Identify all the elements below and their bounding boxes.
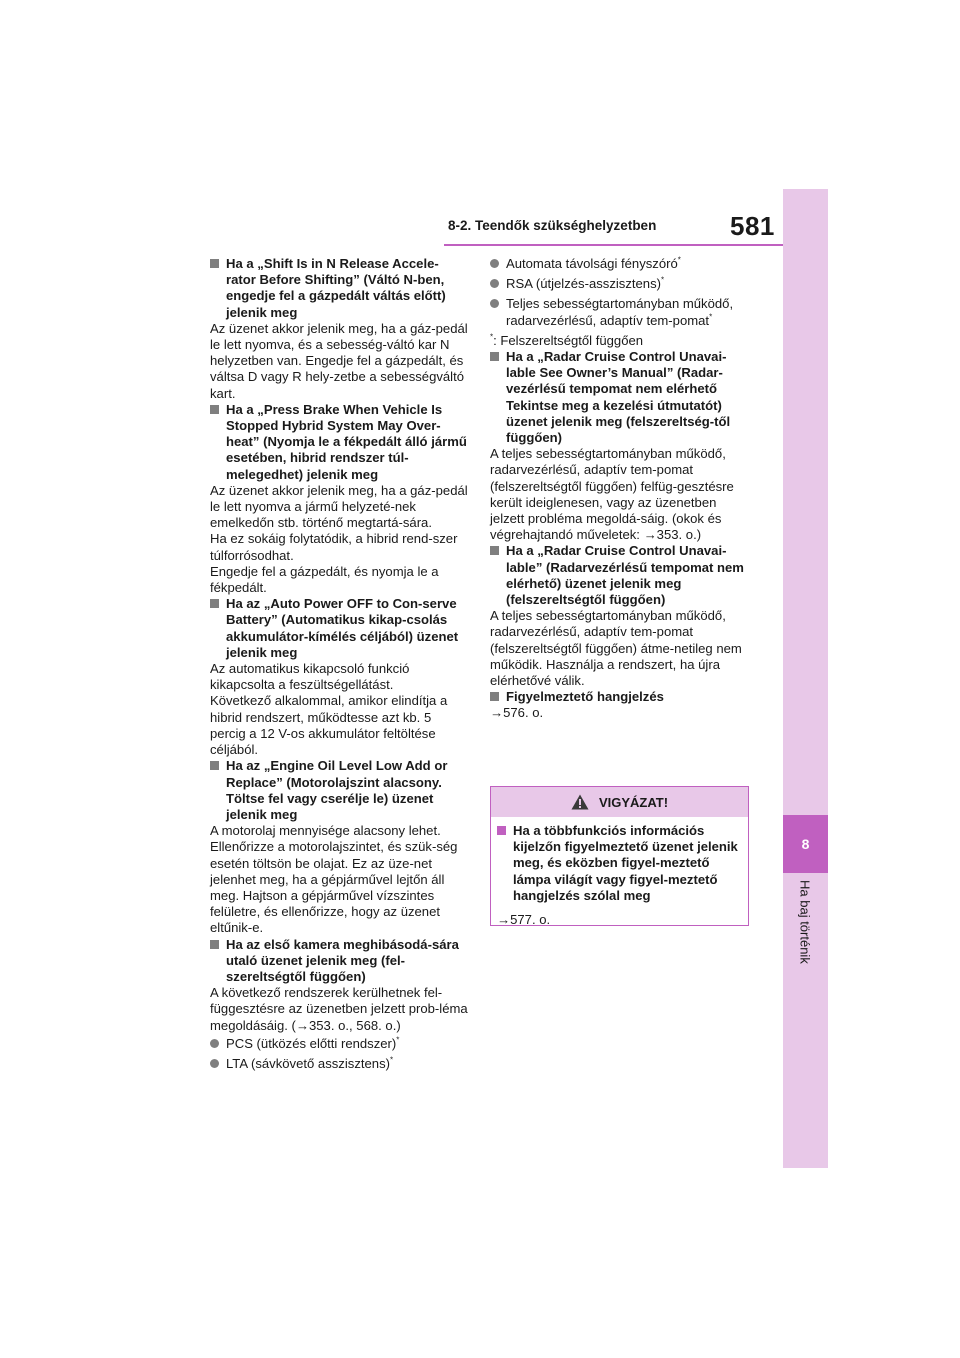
list-item — [490, 296, 752, 328]
caution-title: VIGYÁZAT! — [598, 794, 669, 810]
right-column — [490, 256, 752, 722]
heading-text: Ha a „Radar Cruise Control Unavai-lable See Owner’s Manual” (Radar-vezérlésű tempomat nem elérhető Tekintse meg a kezelési útmutatót) üzenet jelenik meg (felszereltség-től függően) — [506, 349, 731, 446]
footnote-mark: * — [396, 1035, 400, 1045]
heading-press-brake — [210, 402, 468, 483]
warning-triangle-icon — [571, 794, 589, 810]
heading-text: Ha a többfunkciós információs kijelzőn figyelmeztető üzenet jelenik meg, és eközben figyel-meztető lámpa világít vagy figyel-meztető hangjelzés szólal meg — [513, 823, 738, 903]
round-bullet-icon — [210, 1059, 219, 1068]
list-item-text: PCS (ütközés előtti rendszer) — [226, 1035, 397, 1051]
square-bullet-icon — [210, 599, 219, 608]
round-bullet-icon — [490, 279, 499, 288]
heading-radar-cruise-manual — [490, 349, 752, 446]
round-bullet-icon — [490, 259, 499, 268]
heading-radar-cruise-unavailable — [490, 543, 752, 608]
heading-text: Ha a „Shift Is in N Release Accele-rator Before Shifting” (Váltó N-ben, engedje fel a gázpedált váltás előtt) jelenik meg — [226, 256, 446, 320]
caution-heading — [497, 823, 740, 904]
paragraph: A teljes sebességtartományban működő, radarvezérlésű, adaptív tem-pomat (felszereltségtől függően) felfüg-gesztésre került ideiglenesen, vagy az üzenetben jelzett probléma megoldá-sáig. (okok és végrehajtandó műveletek: →353. o.) — [490, 446, 734, 543]
paragraph: A következő rendszerek kerülhetnek fel-függesztésre az üzenetben jelzett prob-léma megoldásáig. (→353. o., 568. o.) — [210, 985, 468, 1033]
paragraph: Következő alkalommal, amikor elindítja a hibrid rendszert, működtesse azt kb. 5 percig a 12 V-os akkumulátor feltöltése céljából. — [210, 693, 448, 758]
heading-shift-n — [210, 256, 468, 321]
heading-text: Ha az „Engine Oil Level Low Add or Replace” (Motorolajszint alacsony. Töltse fel vagy cserélje le) üzenet jelenik meg — [226, 758, 448, 822]
heading-warning-buzzer — [490, 689, 752, 705]
heading-text: Ha az „Auto Power OFF to Con-serve Battery” (Automatikus kikap-csolás akkumulátor-kímélés céljából) üzenet jelenik meg — [226, 596, 459, 660]
caution-body — [491, 817, 748, 928]
list-item — [490, 256, 752, 272]
paragraph: A motorolaj mennyisége alacsony lehet. Ellenőrizze a motorolajszintet, és szük-ség esetén töltsön be olajat. Ez az üze-net jelenhet meg, ha a gépjárművel lejtőn áll meg. Hajtson a gépjárművel vízszintes felületre, és ellenőrizze, hogy az üzenet eltűnik-e. — [210, 823, 458, 936]
footnote-mark: * — [490, 332, 494, 342]
section-title: 8-2. Teendők szükséghelyzetben — [448, 218, 657, 233]
heading-front-camera — [210, 937, 468, 986]
heading-text: Ha az első kamera meghibásodá-sára utaló üzenet jelenik meg (fel-szereltségtől függően) — [226, 936, 459, 984]
header-rule — [444, 244, 783, 246]
left-column — [210, 256, 468, 1076]
heading-text: Figyelmeztető hangjelzés — [506, 689, 664, 705]
square-bullet-icon — [490, 692, 499, 701]
footnote-mark: * — [661, 275, 665, 285]
square-bullet-icon — [210, 405, 219, 414]
footnote — [490, 333, 752, 349]
chapter-title: Ha baj történik — [797, 880, 813, 964]
list-item-text: LTA (sávkövető asszisztens) — [226, 1055, 390, 1071]
paragraph: A teljes sebességtartományban működő, radarvezérlésű, adaptív tem-pomat (felszereltségtől függően) átme-netileg nem működik. Használja a rendszert, ha újra elérhetővé válik. — [490, 608, 742, 689]
paragraph: Engedje fel a gázpedált, és nyomja le a fékpedált. — [210, 563, 439, 596]
round-bullet-icon — [490, 299, 499, 308]
heading-auto-power-off — [210, 596, 468, 661]
paragraph: Az üzenet akkor jelenik meg, ha a gáz-pedál le lett nyomva, és a sebesség-váltó kar N helyzetben van. Engedje fel a gázpedált, és váltsa D vagy R hely-zetbe a sebességváltó kart. — [210, 320, 468, 401]
footnote-mark: * — [677, 255, 681, 265]
square-bullet-icon — [490, 546, 499, 555]
square-bullet-icon — [497, 826, 506, 835]
heading-text: Ha a „Press Brake When Vehicle Is Stopped Hybrid System May Over-heat” (Nyomja le a fékpedált álló jármű esetében, hibrid rendszer túl-melegedhet) jelenik meg — [226, 401, 467, 482]
square-bullet-icon — [210, 761, 219, 770]
heading-text: Ha a „Radar Cruise Control Unavai-lable” (Radarvezérlésű tempomat nem elérhető) üzenet jelenik meg (felszereltségtől függően) — [506, 543, 744, 608]
footnote-mark: * — [389, 1055, 394, 1065]
paragraph: Ha ez sokáig folytatódik, a hibrid rend-szer túlforrósodhat. — [210, 531, 458, 563]
square-bullet-icon — [490, 352, 499, 361]
chapter-number-tab: 8 — [783, 815, 828, 873]
chapter-sidebar — [783, 189, 828, 1168]
square-bullet-icon — [210, 259, 219, 268]
caution-header — [491, 787, 748, 817]
footnote-mark: * — [709, 312, 713, 322]
page-reference: →576. o. — [490, 705, 544, 721]
square-bullet-icon — [210, 940, 219, 949]
paragraph: Az automatikus kikapcsoló funkció kikapcsolta a feszültségellátást. — [210, 661, 410, 693]
list-item-text: RSA (útjelzés-asszisztens) — [506, 276, 661, 292]
page-reference: →577. o. — [497, 912, 551, 928]
heading-engine-oil — [210, 758, 468, 823]
round-bullet-icon — [210, 1039, 219, 1048]
footnote-text: : Felszereltségtől függően — [493, 332, 644, 348]
list-item-text: Teljes sebességtartományban működő, radarvezérlésű, adaptív tem-pomat — [506, 296, 734, 328]
caution-box — [490, 786, 749, 926]
list-item — [490, 276, 752, 292]
list-item — [210, 1036, 468, 1052]
list-item-text: Automata távolsági fényszóró — [506, 256, 678, 271]
page-number: 581 — [730, 211, 775, 241]
list-item — [210, 1056, 468, 1072]
paragraph: Az üzenet akkor jelenik meg, ha a gáz-pedál le lett nyomva a jármű helyzeté-nek emelkedőn stb. történő megtartá-sára. — [210, 482, 468, 531]
